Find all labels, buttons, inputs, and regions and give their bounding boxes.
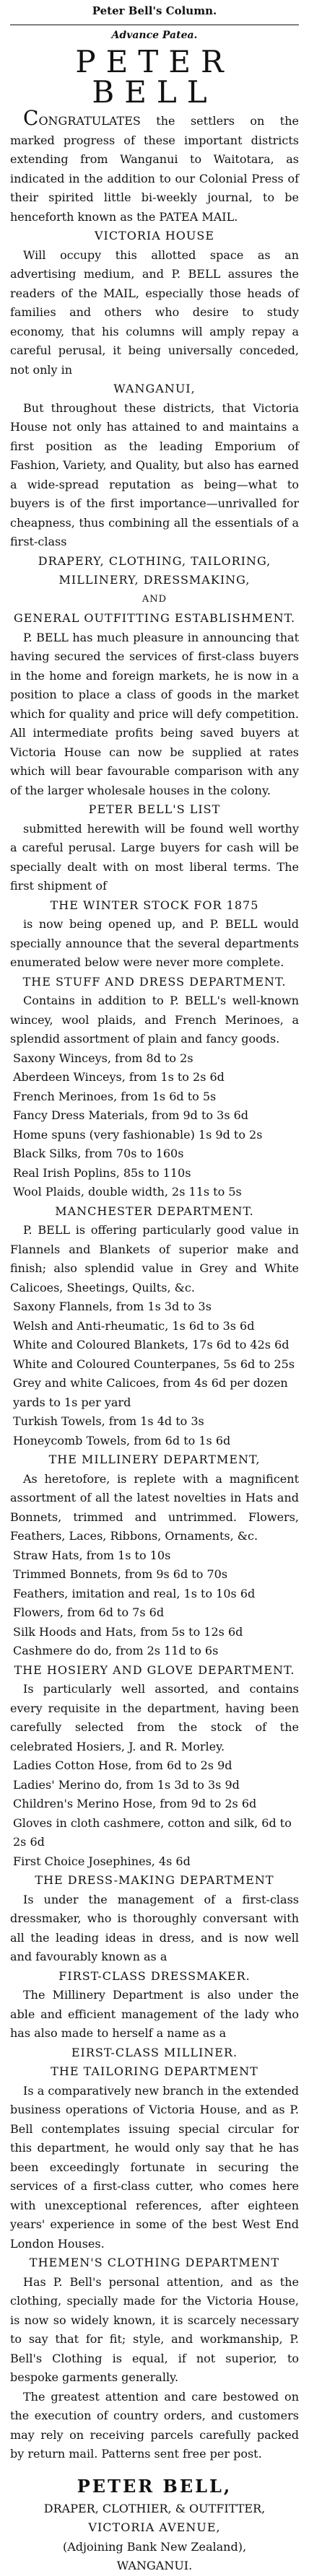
manchester-price-list <box>10 1297 299 1450</box>
signature-title: DRAPER, CLOTHIER, & OUTFITTER, <box>43 2501 266 2515</box>
dressmaker-line: FIRST-CLASS DRESSMAKER. <box>58 1968 251 1983</box>
list-item: Saxony Winceys, from 8d to 2s <box>13 1051 193 1065</box>
list-item: Ladies Cotton Hose, from 6d to 2s 9d <box>13 1758 232 1772</box>
signature-name: PETER BELL, <box>77 2475 232 2497</box>
list-item: Fancy Dress Materials, from 9d to 3s 6d <box>13 1108 249 1122</box>
list-item: Turkish Towels, from 1s 4d to 3s <box>13 1414 204 1428</box>
signature-note: (Adjoining Bank New Zealand), <box>62 2539 247 2554</box>
list-item: Aberdeen Winceys, from 1s to 2s 6d <box>13 1070 225 1084</box>
and-word: AND <box>142 593 167 605</box>
house-heading: VICTORIA HOUSE <box>94 229 215 242</box>
intro-paragraph: CONGRATULATES the settlers on the marked progress of these important districts extending from Wanganui to Waitotara, as indicated in the addition to our Colonial Press of their spirited little bi-weekly journal, to be henceforth known as the PATEA MAIL. <box>10 106 299 224</box>
list-item: Honeycomb Towels, from 6d to 1s 6d <box>13 1433 231 1447</box>
list-item: Gloves in cloth cashmere, cotton and silk, 6d to 2s 6d <box>13 1815 292 1849</box>
list-item: Welsh and Anti-rheumatic, 1s 6d to 3s 6d <box>13 1318 255 1333</box>
closing-paragraph: The greatest attention and care bestowed on the execution of country orders, and customers may rely on receiving parcels carefully packed by return mail. Patterns sent free per post. <box>10 2389 299 2461</box>
buyers-paragraph: P. BELL has much pleasure in announcing that having secured the services of first-class buyers in the home and foreign markets, he is now in a position to place a class of goods in the market which for quality and price will defy competition. All intermediate profits being saved buyers at Victoria House can now be supplied at rates which will bear favourable comparison with any of the larger wholesale houses in the colony. <box>10 630 299 797</box>
list-item: White and Coloured Counterpanes, 5s 6d to 25s <box>13 1357 295 1371</box>
list-item: Straw Hats, from 1s to 10s <box>13 1548 171 1562</box>
millinery-paragraph: As heretofore, is replete with a magnificent assortment of all the latest novelties in Hats and Bonnets, trimmed and untrimmed. Flowers, Feathers, Laces, Ribbons, Ornaments, &c. <box>10 1471 299 1543</box>
tailoring-paragraph: Is a comparatively new branch in the extended business operations of Victoria House, and as P. Bell contemplates issuing special circular for this department, he would only say that he has been exceedingly fortunate in securing the services of a first-class cutter, who comes here with unexceptional references, after eighteen years' experience in some of the best West End London Houses. <box>10 2083 299 2251</box>
stuff-price-list <box>10 1049 299 1202</box>
hosiery-heading: THE HOSIERY AND GLOVE DEPARTMENT. <box>14 1662 295 1677</box>
millinery-price-list <box>10 1546 299 1661</box>
big-name: PETER BELL <box>75 44 234 110</box>
tailoring-heading: THE TAILORING DEPARTMENT <box>51 2064 258 2078</box>
winter-line: THE WINTER STOCK FOR 1875 <box>50 898 259 912</box>
stuff-heading: THE STUFF AND DRESS DEPARTMENT. <box>22 974 287 989</box>
list-heading: PETER BELL'S LIST <box>88 802 221 816</box>
list-paragraph: submitted herewith will be found well worthy a careful perusal. Large buyers for cash will be specially dealt with on most liberal terms. The first shipment of <box>10 821 299 893</box>
trades-heading: DRAPERY, CLOTHING, TAILORING, MILLINERY, DRESSMAKING, <box>38 553 271 587</box>
hosiery-price-list <box>10 1756 299 1871</box>
list-item: White and Coloured Blankets, 17s 6d to 42s 6d <box>13 1338 290 1351</box>
list-item: Children's Merino Hose, from 9d to 2s 6d <box>13 1797 257 1810</box>
manchester-heading: MANCHESTER DEPARTMENT. <box>55 1204 254 1218</box>
list-item: Saxony Flannels, from 1s 3d to 3s <box>13 1300 212 1313</box>
stuff-paragraph: Contains in addition to P. BELL's well-known wincey, wool plaids, and French Merinoes, a splendid assortment of plain and fancy goods. <box>10 994 299 1046</box>
wanganui-paragraph: But throughout these districts, that Victoria House not only has attained to and maintains a first position as the leading Emporium of Fashion, Variety, and Quality, but also has earned a wide-spread reputation as being—what to buyers is of the first importance—unrivalled for cheapness, thus combining all the essentials of a first-class <box>10 400 300 548</box>
advance-title: Advance Patea. <box>111 30 198 41</box>
hosiery-paragraph: Is particularly well assorted, and contains every requisite in the department, having been carefully selected from the stock of the celebrated Hosiers, J. and R. Morley. <box>10 1682 299 1753</box>
list-item: Wool Plaids, double width, 2s 11s to 5s <box>13 1185 242 1199</box>
list-item: Home spuns (very fashionable) 1s 9d to 2s <box>13 1127 263 1142</box>
list-item: Ladies' Merino do, from 1s 3d to 3s 9d <box>13 1777 240 1792</box>
outfitting-heading: GENERAL OUTFITTING ESTABLISHMENT. <box>13 611 296 625</box>
manchester-paragraph: P. BELL is offering particularly good value in Flannels and Blankets of superior make and finish; also splendid value in Grey and White Calicoes, Sheetings, Quilts, &c. <box>10 1223 299 1294</box>
dressmaking-heading: THE DRESS-MAKING DEPARTMENT <box>35 1873 274 1887</box>
house-paragraph: Will occupy this allotted space as an advertising medium, and P. BELL assures the readers of the MAIL, especially those heads of families and others who desire to study economy, that his columns will amply repay a careful perusal, it being universally conceded, not only in <box>10 247 299 377</box>
list-item: Cashmere do do, from 2s 11d to 6s <box>13 1644 219 1657</box>
list-item: Real Irish Poplins, 85s to 110s <box>13 1165 191 1180</box>
clothing-heading: THEMEN'S CLOTHING DEPARTMENT <box>29 2256 280 2269</box>
winter-paragraph: is now being opened up, and P. BELL would specially announce that the several departments enumerated below were never more complete. <box>10 917 299 969</box>
signature-town: WANGANUI. <box>116 2559 193 2572</box>
milliner-paragraph: The Millinery Department is also under the able and efficient management of the lady who has also made to herself a name as a <box>10 1988 299 2040</box>
list-item: Feathers, imitation and real, 1s to 10s 6d <box>13 1586 256 1600</box>
signature-address: VICTORIA AVENUE, <box>88 2520 221 2534</box>
list-item: Silk Hoods and Hats, from 5s to 12s 6d <box>13 1624 243 1639</box>
list-item: Trimmed Bonnets, from 9s 6d to 70s <box>13 1567 228 1581</box>
list-item: Flowers, from 6d to 7s 6d <box>13 1605 165 1619</box>
millinery-heading: THE MILLINERY DEPARTMENT, <box>48 1453 261 1466</box>
column-title: Peter Bell's Column. <box>92 4 217 17</box>
dressmaking-paragraph: Is under the management of a first-class dressmaker, who is thoroughly conversant with all the leading ideas in dress, and is now well and favourably known as a <box>10 1892 299 1963</box>
list-item: Black Silks, from 70s to 160s <box>13 1147 184 1160</box>
clothing-paragraph: Has P. Bell's personal attention, and as the clothing, specially made for the Victoria House, is now so widely known, it is scarcely necessary to say that for fit; style, and workmanship, P. Bell's Clothing is equal, if not superior, to bespoke garments generally. <box>10 2274 299 2384</box>
milliner-line: EIRST-CLASS MILLINER. <box>71 2045 238 2059</box>
list-item: Grey and white Calicoes, from 4s 6d per dozen yards to 1s per yard <box>13 1376 288 1409</box>
list-item: First Choice Josephines, 4s 6d <box>13 1854 191 1868</box>
wanganui-heading: WANGANUI, <box>113 382 196 395</box>
list-item: French Merinoes, from 1s 6d to 5s <box>13 1089 217 1103</box>
